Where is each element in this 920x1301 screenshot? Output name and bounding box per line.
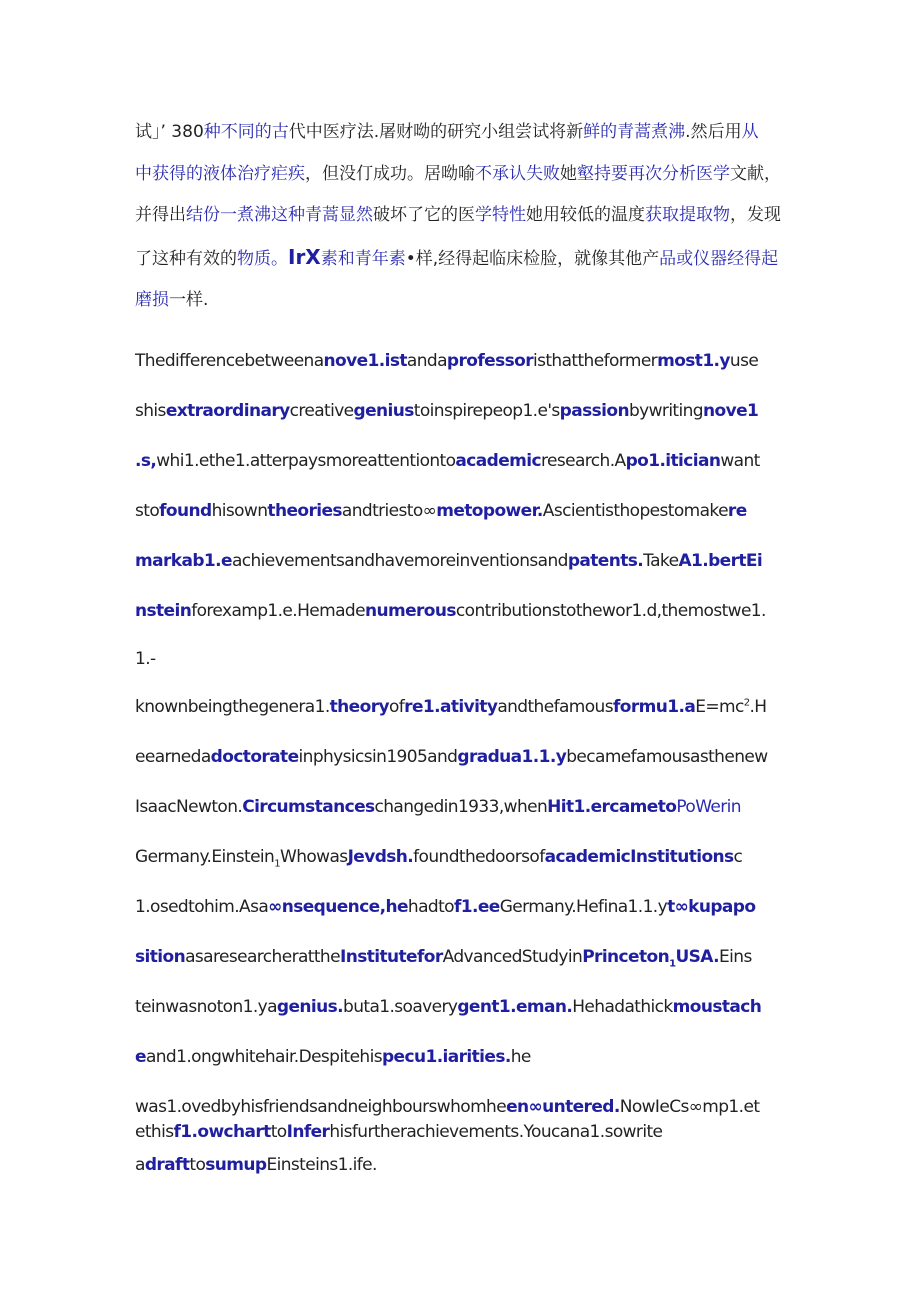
text-line: nsteinforexamp1.e.Hemadenumerouscontributionstothewor1.d,themostwe1. — [135, 601, 766, 621]
text-line: 并得出结份一煮沸这种青蒿显然破坏了它的医学特性她用较低的温度获取提取物，发现 — [135, 205, 781, 225]
text-line: markab1.eachievementsandhavemoreinventionsandpatents.TakeA1.bertEi — [135, 551, 763, 571]
text-line: $knownbeingthegenera1.theoryofre1.ativityandthefamousformu1.aE=mc^2.H$ — [135, 697, 767, 717]
text-line: shisextraordinarycreativegeniustoinspirepeop1.e'spassionbywritingnove1 — [135, 401, 759, 421]
text-line: adrafttosumupEinsteins1.ife. — [135, 1155, 377, 1175]
text-line: was1.ovedbyhisfriendsandneighbourswhomheen∞untered.NowIeCs∞mp1.et — [135, 1097, 760, 1117]
text-line: ethisf1.owcharttoInferhisfurtherachievements.Youcana1.sowrite — [135, 1122, 663, 1142]
text-line: 1.- — [135, 649, 156, 669]
text-line: Thedifferencebetweenanove1.istandaprofessoristhattheformermost1.yuse — [135, 351, 759, 371]
text-line: 了这种有效的物质。IrX素和青年素•样,经得起临床检脸，就像其他产品或仪器经得起 — [135, 244, 779, 269]
text-line: 中获得的液体治疗疟疾，但没仃成功。居呦喻不承认失败她壑持要再次分析医学文献， — [135, 163, 781, 184]
text-line: teinwasnoton1.yagenius.buta1.soaverygent1.eman.Hehadathickmoustach — [135, 997, 762, 1017]
text-line: sitionasaresearcherattheInstituteforAdvancedStudyinPrinceton$_1$USA.Eins — [135, 947, 752, 970]
text-line: 试」’ 380种不同的古代中医疗法.屠财呦的研究小组尝试将新鲜的青蒿煮沸.然后用从 — [135, 122, 759, 142]
text-line: eearnedadoctorateinphysicsin1905andgradua1.1.ybecamefamousasthenew — [135, 747, 768, 767]
text-line: 1.osedtohim.Asa∞nsequence,hehadtof1.eeGermany.Hefina1.1.yt∞kupapo — [135, 897, 756, 917]
text-line: eand1.ongwhitehair.Despitehispecu1.iarities.he — [135, 1047, 531, 1067]
text-line: IsaacNewton.Circumstanceschangedin1933,whenHit1.ercametoPoWerin — [135, 797, 741, 817]
text-line: stofoundhisowntheoriesandtriesto∞metopower.Ascientisthopestomakere — [135, 501, 747, 521]
text-line: .s,whi1.ethe1.atterpaysmoreattentiontoacademicresearch.Apo1.iticianwant — [135, 451, 760, 471]
chinese-paragraph — [135, 112, 795, 322]
text-line: 磨损一样. — [135, 290, 209, 310]
text-line: Germany.Einstein$_1$WhowasJevdsh.foundthedoorsofacademicInstitutionsc — [135, 847, 743, 870]
